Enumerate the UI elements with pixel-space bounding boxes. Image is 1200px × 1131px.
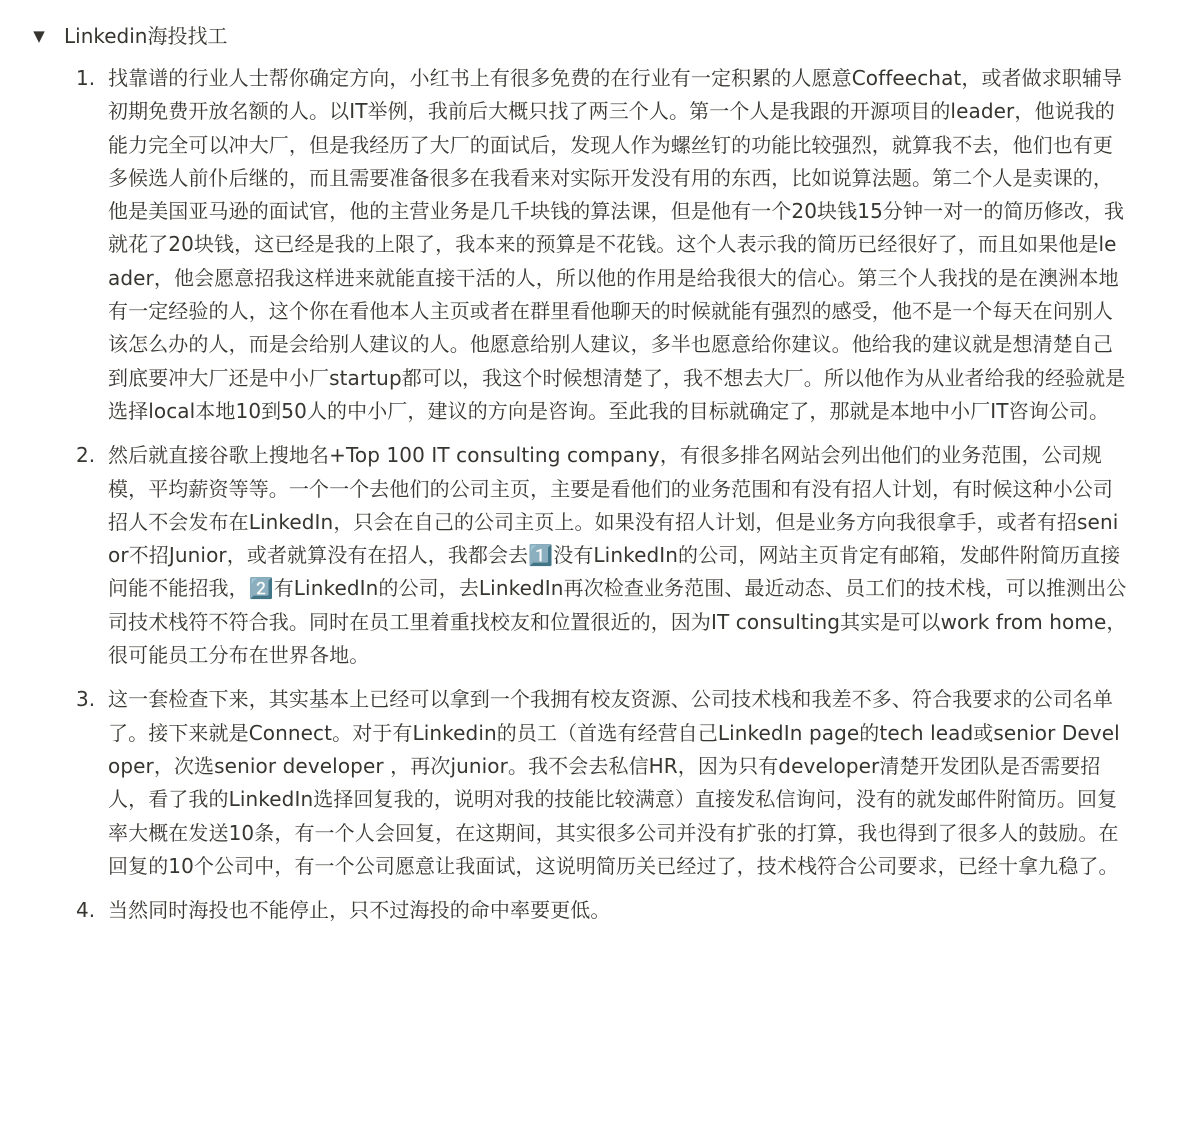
list-item-number: 1.: [76, 66, 96, 90]
list-item-number: 2.: [76, 443, 96, 468]
list-item: [64, 439, 1128, 672]
toggle-content: [64, 62, 1128, 927]
list-item-number: 3.: [76, 687, 96, 712]
list-item: [64, 62, 1128, 428]
triangle-down-icon[interactable]: ▼: [33, 27, 45, 45]
list-item-number: 4.: [76, 898, 96, 923]
list-item: [64, 683, 1128, 883]
list-item-text: 找靠谱的行业人士帮你确定方向，小红书上有很多免费的在行业有一定积累的人愿意Coffeechat，或者做求职辅导初期免费开放名额的人。以IT举例，我前后大概只找了两三个人。第一个人是我跟的开源项目的leader，他说我的能力完全可以冲大厂，但是我经历了大厂的面试后，发现人作为螺丝钉的功能比较强烈，就算我不去，他们也有更多候选人前仆后继的，而且需要准备很多在我看来对实际开发没有用的东西，比如说算法题。第二个人是卖课的，他是美国亚马逊的面试官，他的主营业务是几千块钱的算法课，但是他有一个20块钱15分钟一对一的简历修改，我就花了20块钱，这已经是我的上限了，我本来的预算是不花钱。这个人表示我的简历已经很好了，而且如果他是leader，他会愿意招我这样进来就能直接干活的人，所以他的作用是给我很大的信心。第三个人我找的是在澳洲本地有一定经验的人，这个你在看他本人主页或者在群里看他聊天的时候就能有强烈的感受，他不是一个每天在问别人该怎么办的人，而是会给别人建议的人。他愿意给别人建议，多半也愿意给你建议。他给我的建议就是想清楚自己到底要冲大厂还是中小厂startup都可以，我这个时候想清楚了，我不想去大厂。所以他作为从业者给我的经验就是选择local本地10到50人的中小厂，建议的方向是咨询。至此我的目标就确定了，那就是本地中小厂IT咨询公司。: [108, 66, 1126, 423]
toggle-title: Linkedin海投找工: [64, 24, 228, 48]
list-item: [64, 894, 1128, 927]
toggle-block-header[interactable]: [28, 20, 1128, 52]
list-item-text: 当然同时海投也不能停止，只不过海投的命中率要更低。: [108, 898, 611, 923]
list-item-text: 然后就直接谷歌上搜地名+Top 100 IT consulting company，有很多排名网站会列出他们的业务范围，公司规模，平均薪资等等。一个一个去他们的公司主页，主要是看他们的业务范围和有没有招人计划，有时候这种小公司招人不会发布在LinkedIn，只会在自己的公司主页上。如果没有招人计划，但是业务方向我很拿手，或者有招senior不招Junior，或者就算没有在招人，我都会去1️⃣没有LinkedIn的公司，网站主页肯定有邮箱，发邮件附简历直接问能不能招我，2️⃣有LinkedIn的公司，去LinkedIn再次检查业务范围、最近动态、员工们的技术栈，可以推测出公司技术栈符不符合我。同时在员工里着重找校友和位置很近的，因为IT consulting其实是可以work from home，很可能员工分布在世界各地。: [108, 443, 1127, 668]
list-item-text: 这一套检查下来，其实基本上已经可以拿到一个我拥有校友资源、公司技术栈和我差不多、符合我要求的公司名单了。接下来就是Connect。对于有Linkedin的员工（首选有经营自己LinkedIn page的tech lead或senior Developer，次选senior developer ，再次junior。我不会去私信HR，因为只有developer清楚开发团队是否需要招人，看了我的LinkedIn选择回复我的，说明对我的技能比较满意）直接发私信询问，没有的就发邮件附简历。回复率大概在发送10条，有一个人会回复，在这期间，其实很多公司并没有扩张的打算，我也得到了很多人的鼓励。在回复的10个公司中，有一个公司愿意让我面试，这说明简历关已经过了，技术栈符合公司要求，已经十拿九稳了。: [108, 687, 1120, 878]
numbered-list: [64, 62, 1128, 927]
